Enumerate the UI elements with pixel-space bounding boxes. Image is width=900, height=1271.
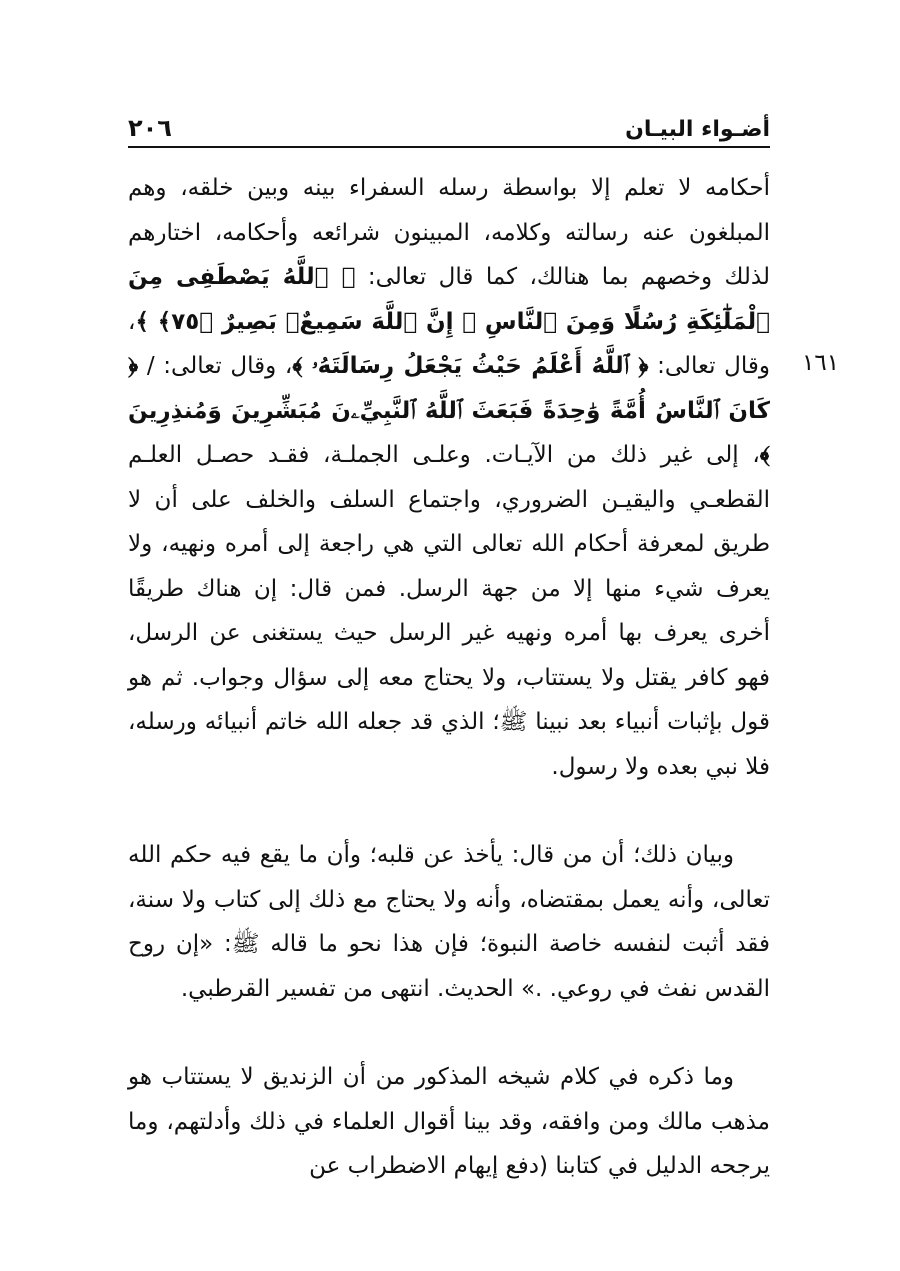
paragraph-1 bbox=[128, 166, 770, 789]
paragraph-1-text-c: ، وقال تعالى: / bbox=[138, 353, 293, 379]
page-header bbox=[128, 108, 770, 148]
page-number: ٢٠٦ bbox=[128, 114, 172, 142]
quran-verse-1: ﴿ ٱللَّهُ يَصْطَفِى مِنَ ٱلْمَلَٰٓئِكَةِ رُسُلًا وَمِنَ ٱلنَّاسِ ۚ إِنَّ ٱللَّهَ سَمِيعٌۢ بَصِيرٌ ﴿٧٥﴾ ﴾ bbox=[128, 264, 770, 335]
paragraph-3: وما ذكره في كلام شيخه المذكور من أن الزنديق لا يستتاب هو مذهب مالك ومن وافقه، وقد بينا أقوال العلماء في ذلك وأدلتهم، وما يرجحه الدليل في كتابنا (دفع إيهام الاضطراب عن bbox=[128, 1064, 770, 1179]
quran-verse-2: ﴿ ٱللَّهُ أَعْلَمُ حَيْثُ يَجْعَلُ رِسَالَتَهُۥ ﴾ bbox=[292, 353, 649, 379]
paragraph-1-text-d: ، إلى غير ذلك من الآيـات. وعلـى الجملـة، فقـد حصـل العلـم القطعـي واليقيـن الضروري، واجتماع السلف والخلف على أن لا طريق لمعرفة أحكام الله تعالى التي هي راجعة إلى أمره ونهيه، ولا يعرف شيء منها إلا من جهة الرسل. فمن قال: إن هناك طريقًا أخرى يعرف بها أمره ونهيه غير الرسل حيث يستغنى عن الرسل، فهو كافر يقتل ولا يستتاب، ولا يحتاج معه إلى سؤال وجواب. ثم هو قول بإثبات أنبياء بعد نبينا ﷺ؛ الذي قد جعله الله خاتم أنبيائه ورسله، فلا نبي بعده ولا رسول. bbox=[128, 442, 770, 780]
paragraph-1-text-a: أحكامه لا تعلم إلا بواسطة رسله السفراء بينه وبين خلقه، وهم المبلغون عنه رسالته وكلامه، المبينون شرائعه وأحكامه، اختارهم لذلك وخصهم بما هنالك، كما قال تعالى: bbox=[128, 175, 770, 290]
page-body bbox=[128, 166, 770, 1189]
margin-page-reference: ١٦١ bbox=[802, 350, 840, 376]
paragraph-2: وبيان ذلك؛ أن من قال: يأخذ عن قلبه؛ وأن ما يقع فيه حكم الله تعالى، وأنه يعمل بمقتضاه، وأنه ولا يحتاج مع ذلك إلى كتاب ولا سنة، فقد أثبت لنفسه خاصة النبوة؛ فإن هذا نحو ما قاله ﷺ: «إن روح القدس نفث في روعي. .» الحديث. انتهى من تفسير القرطبي. bbox=[128, 842, 770, 1002]
paragraph-1-text-b: ، وقال تعالى: bbox=[128, 308, 770, 379]
book-title: أضـواء البيـان bbox=[625, 117, 770, 142]
quran-verse-3: ﴿ كَانَ ٱلنَّاسُ أُمَّةً وَٰحِدَةً فَبَعَثَ ٱللَّهُ ٱلنَّبِيِّۦنَ مُبَشِّرِينَ وَمُنذِرِينَ ﴾ bbox=[128, 353, 770, 468]
